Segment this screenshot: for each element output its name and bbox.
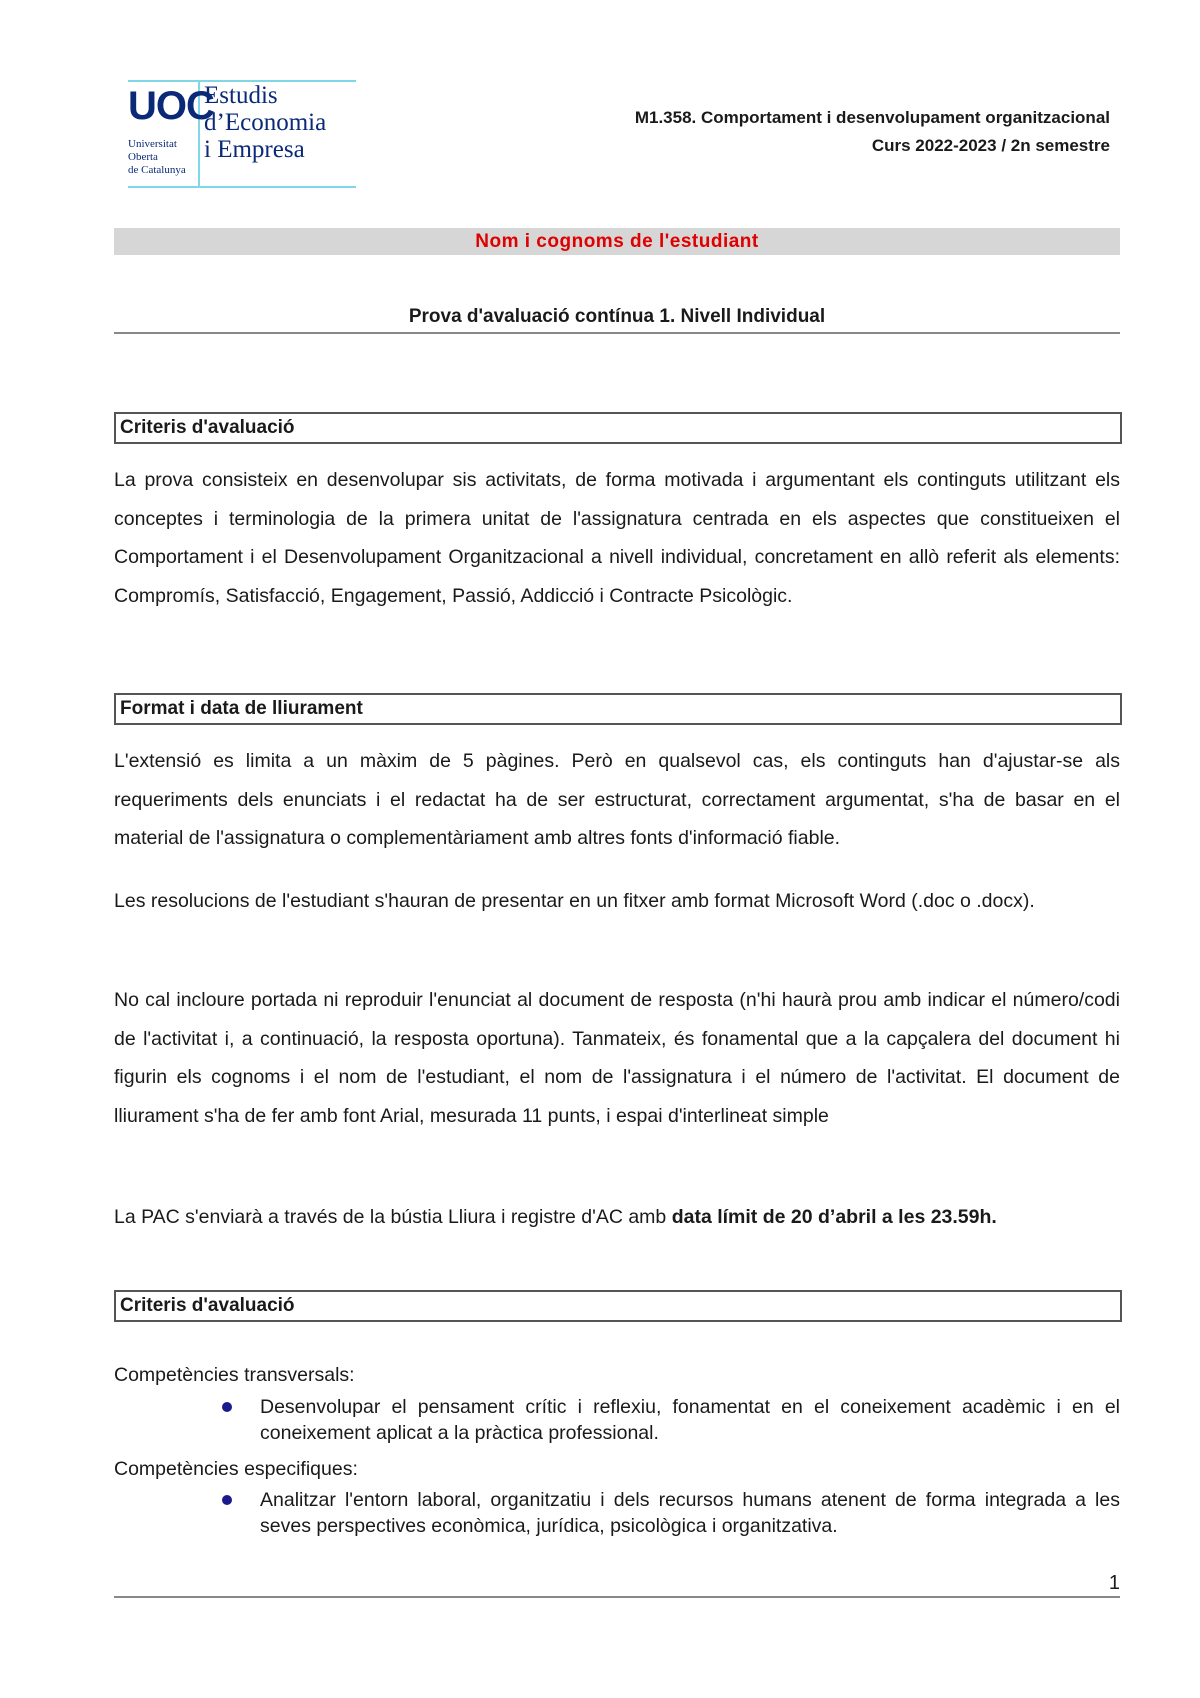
section-heading-format: Format i data de lliurament (114, 693, 1122, 725)
uoc-logo (128, 82, 356, 190)
format-paragraph-1: L'extensió es limita a un màxim de 5 pàgines. Però en qualsevol cas, els continguts han d'ajustar-se als requeriments dels enunciats i el redactat ha de ser estructurat, correctament argumentat, s'ha de basar en el material de l'assignatura o complementàriament amb altres fonts d'informació fiable. (114, 750, 1120, 849)
bullet-icon (222, 1402, 232, 1412)
section-heading-criteria: Criteris d'avaluació (114, 412, 1122, 444)
bullet-icon (222, 1495, 232, 1505)
deadline-paragraph: La PAC s'enviarà a través de la bústia Lliura i registre d'AC amb data límit de 20 d’abril a les 23.59h. (114, 1206, 997, 1228)
specific-item: Analitzar l'entorn laboral, organitzatiu i dels recursos humans atenent de forma integrada a les seves perspectives econòmica, jurídica, psicològica i organitzativa. (260, 1489, 1120, 1537)
deadline: data límit de 20 d’abril a les 23.59h. (671, 1206, 997, 1228)
criteria-paragraph: La prova consisteix en desenvolupar sis activitats, de forma motivada i argumentant els continguts utilitzant els conceptes i terminologia de la primera unitat de l'assignatura centrada en els aspectes que constitueixen el Comportament i el Desenvolupament Organitzacional a nivell individual, concretament en allò referit als elements: Compromís, Satisfacció, Engagement, Passió, Addicció i Contracte Psicològic. (114, 469, 1120, 607)
page-title: Prova d'avaluació contínua 1. Nivell Individual (408, 306, 826, 327)
logo-rule-bottom (128, 186, 356, 188)
transversal-label: Competències transversals: (114, 1364, 355, 1386)
section-heading-criteria-2: Criteris d'avaluació (114, 1290, 1122, 1322)
course-term: Curs 2022-2023 / 2n semestre (871, 136, 1110, 155)
logo-name: Estudis d’Economia i Empresa (204, 82, 327, 163)
student-name-field: Nom i cognoms de l'estudiant (114, 228, 1120, 255)
logo-university: Universitat Oberta de Catalunya (128, 138, 186, 176)
logo-mark: UOC (128, 84, 214, 128)
format-paragraph-3: No cal incloure portada ni reproduir l'enunciat al document de resposta (n'hi haurà prou amb indicar el número/codi de l'activitat i, a continuació, la resposta oportuna). Tanmateix, és fonamental que a la capçalera del document hi figurin els cognoms i el nom de l'estudiant, el nom de l'assignatura i el número de l'activitat. El document de lliurament s'ha de fer amb font Arial, mesurada 11 punts, i espai d'interlineat simple (114, 989, 1120, 1127)
title-divider (114, 332, 1120, 334)
page-number: 1 (1108, 1572, 1120, 1594)
specific-label: Competències especifiques: (114, 1458, 358, 1480)
transversal-item: Desenvolupar el pensament crític i reflexiu, fonamentat en el coneixement acadèmic i en el coneixement aplicat a la pràctica professional. (260, 1396, 1120, 1444)
document-header (635, 104, 1110, 160)
footer-divider (114, 1596, 1120, 1598)
course-title: M1.358. Comportament i desenvolupament organitzacional (634, 108, 1110, 127)
format-paragraph-2: Les resolucions de l'estudiant s'hauran de presentar en un fitxer amb format Microsoft Word (.doc o .docx). (114, 890, 1035, 912)
